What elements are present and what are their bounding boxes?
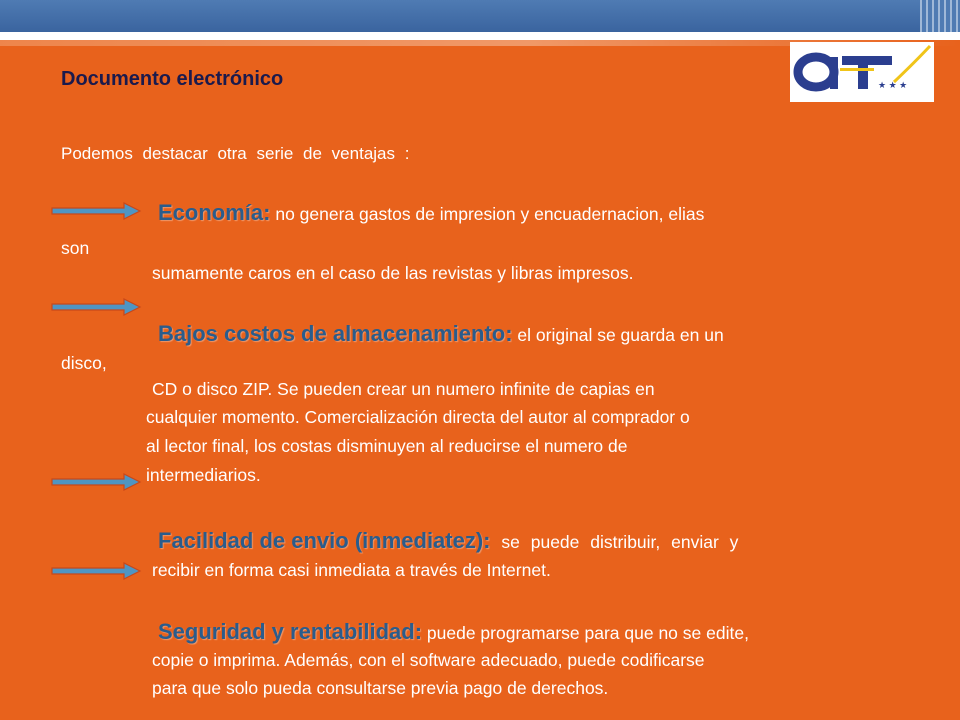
item-text: intermediarios.	[146, 465, 261, 485]
item-almacenamiento-first-line	[158, 321, 724, 347]
logo-graphic	[790, 42, 934, 102]
item-seguridad-first-line	[158, 619, 749, 645]
item-text: CD o disco ZIP. Se pueden crear un numero infinite de capias en	[152, 379, 655, 399]
item-text: el original se guarda en un	[512, 325, 724, 345]
arrow-right-icon	[50, 297, 142, 317]
item-text: puede programarse para que no se edite,	[422, 623, 749, 643]
top-bar	[0, 0, 960, 32]
white-band	[0, 32, 960, 40]
company-logo	[790, 42, 934, 102]
item-heading: Facilidad de envio (inmediatez):	[158, 528, 491, 553]
arrow-right-icon	[50, 472, 142, 492]
item-text: sumamente caros en el caso de las revistas y libras impresos.	[152, 263, 634, 283]
item-heading: Economía:	[158, 200, 271, 225]
item-text: no genera gastos de impresion y encuadernacion, elias	[270, 204, 705, 224]
item-envio-first-line	[158, 528, 738, 554]
item-text: para que solo pueda consultarse previa pago de derechos.	[152, 678, 609, 698]
intro-text: Podemos destacar otra serie de ventajas :	[61, 144, 410, 163]
document-title: Documento electrónico	[61, 68, 284, 90]
item-text: recibir en forma casi inmediata a través de Internet.	[152, 560, 551, 580]
item-text: al lector final, los costas disminuyen al reducirse el numero de	[146, 436, 628, 456]
item-text: son	[61, 238, 90, 258]
arrow-right-icon	[50, 201, 142, 221]
item-text: cualquier momento. Comercialización directa del autor al comprador o	[146, 407, 690, 427]
arrow-right-icon	[50, 561, 142, 581]
item-text: copie o imprima. Además, con el software adecuado, puede codificarse	[152, 650, 705, 670]
item-economia-first-line	[158, 200, 704, 226]
item-text: se puede distribuir, enviar y	[490, 532, 739, 552]
item-text: disco,	[61, 353, 107, 373]
item-heading: Bajos costos de almacenamiento:	[158, 321, 513, 346]
top-bar-stripes	[920, 0, 960, 32]
svg-text:★ ★ ★: ★ ★ ★	[878, 80, 908, 90]
item-heading: Seguridad y rentabilidad:	[158, 619, 423, 644]
